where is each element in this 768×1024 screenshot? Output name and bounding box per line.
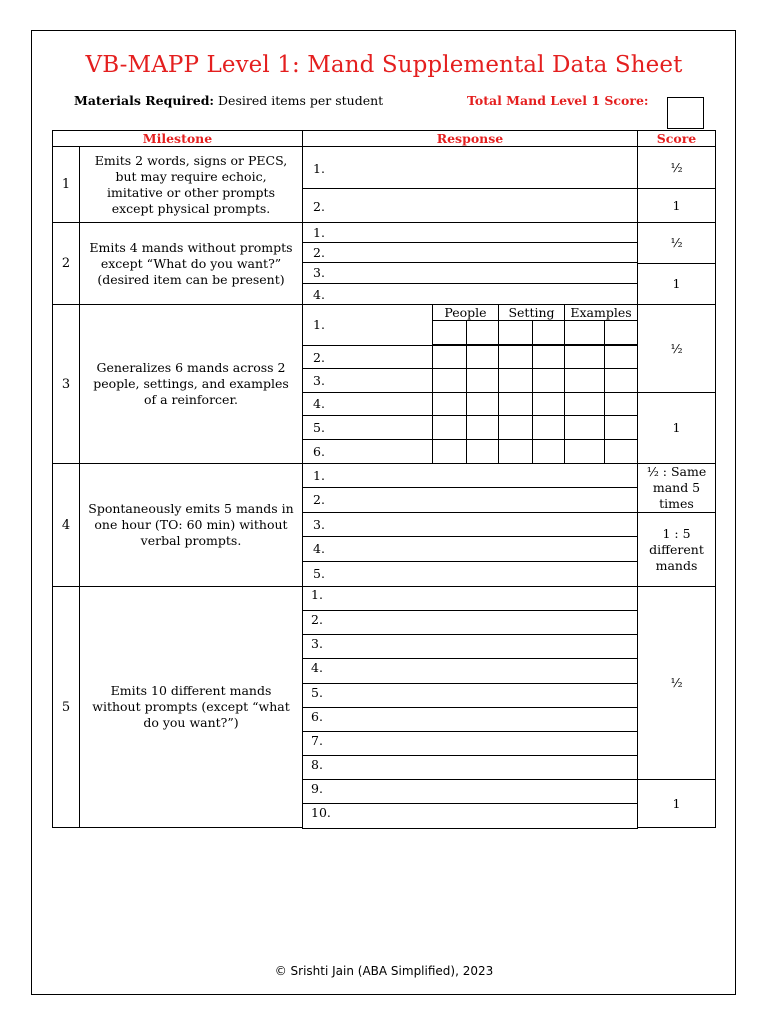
milestone-text: Generalizes 6 mands across 2 people, settings, and examples of a reinforcer.	[79, 304, 303, 464]
generalization-checkbox[interactable]	[498, 320, 533, 345]
subheader-examples: Examples	[564, 304, 638, 321]
response-label: 6.	[313, 444, 325, 459]
response-label: 4.	[313, 396, 325, 411]
response-label: 7.	[311, 733, 323, 748]
response-row[interactable]	[302, 188, 638, 223]
header-response: Response	[302, 130, 638, 147]
response-row[interactable]	[302, 242, 638, 263]
generalization-checkbox[interactable]	[498, 415, 533, 440]
response-row[interactable]	[302, 439, 433, 464]
generalization-checkbox[interactable]	[604, 392, 638, 416]
milestone-number: 5	[52, 586, 80, 828]
total-score-label: Total Mand Level 1 Score:	[467, 93, 649, 108]
milestone-number: 4	[52, 463, 80, 587]
score-cell[interactable]: ½	[637, 304, 716, 393]
response-label: 4.	[313, 287, 325, 302]
generalization-checkbox[interactable]	[532, 439, 565, 464]
milestone-number: 1	[52, 146, 80, 223]
response-row[interactable]	[302, 610, 638, 635]
response-label: 8.	[311, 757, 323, 772]
score-cell[interactable]: ½	[637, 222, 716, 264]
score-cell[interactable]: 1	[637, 263, 716, 305]
generalization-checkbox[interactable]	[466, 320, 499, 345]
response-label: 1.	[313, 161, 325, 176]
generalization-checkbox[interactable]	[532, 320, 565, 345]
total-score-box[interactable]	[667, 97, 704, 129]
response-label: 3.	[313, 373, 325, 388]
response-label: 1.	[313, 468, 325, 483]
milestone-text: Spontaneously emits 5 mands in one hour (TO: 60 min) without verbal prompts.	[79, 463, 303, 587]
score-cell[interactable]: ½ : Same mand 5 times	[637, 463, 716, 513]
response-label: 2.	[311, 612, 323, 627]
generalization-checkbox[interactable]	[498, 345, 533, 369]
generalization-checkbox[interactable]	[564, 392, 605, 416]
response-row[interactable]	[302, 262, 638, 284]
generalization-checkbox[interactable]	[604, 368, 638, 393]
generalization-checkbox[interactable]	[564, 415, 605, 440]
response-label: 9.	[311, 781, 323, 796]
response-row[interactable]	[302, 222, 638, 243]
header-score: Score	[637, 130, 716, 147]
generalization-checkbox[interactable]	[432, 368, 467, 393]
response-label: 3.	[313, 265, 325, 280]
response-row[interactable]	[302, 146, 638, 189]
milestone-text: Emits 4 mands without prompts except “What do you want?” (desired item can be present)	[79, 222, 303, 305]
generalization-checkbox[interactable]	[432, 345, 467, 369]
generalization-checkbox[interactable]	[564, 439, 605, 464]
materials-label: Materials Required:	[74, 93, 215, 108]
copyright-footer: © Srishti Jain (ABA Simplified), 2023	[274, 964, 494, 978]
generalization-checkbox[interactable]	[604, 439, 638, 464]
generalization-checkbox[interactable]	[498, 439, 533, 464]
generalization-checkbox[interactable]	[532, 345, 565, 369]
response-row[interactable]	[302, 561, 638, 587]
response-row[interactable]	[302, 755, 638, 780]
response-row[interactable]	[302, 487, 638, 513]
materials-value: Desired items per student	[218, 93, 384, 108]
generalization-checkbox[interactable]	[532, 392, 565, 416]
response-label: 5.	[311, 685, 323, 700]
generalization-checkbox[interactable]	[432, 415, 467, 440]
generalization-checkbox[interactable]	[466, 345, 499, 369]
response-row[interactable]	[302, 707, 638, 732]
response-row[interactable]	[302, 368, 433, 393]
generalization-checkbox[interactable]	[532, 415, 565, 440]
response-label: 5.	[313, 420, 325, 435]
response-label: 4.	[313, 541, 325, 556]
generalization-checkbox[interactable]	[498, 368, 533, 393]
response-row[interactable]	[302, 392, 433, 416]
response-label: 10.	[311, 805, 331, 820]
generalization-checkbox[interactable]	[466, 415, 499, 440]
score-cell[interactable]: 1	[637, 392, 716, 464]
response-label: 5.	[313, 566, 325, 581]
response-label: 2.	[313, 350, 325, 365]
response-label: 4.	[311, 660, 323, 675]
response-label: 6.	[311, 709, 323, 724]
score-cell[interactable]: 1	[637, 188, 716, 223]
response-label: 1.	[313, 225, 325, 240]
score-cell[interactable]: ½	[637, 146, 716, 189]
response-row[interactable]	[302, 463, 638, 488]
generalization-checkbox[interactable]	[532, 368, 565, 393]
response-row[interactable]	[302, 415, 433, 440]
response-label: 3.	[311, 636, 323, 651]
generalization-checkbox[interactable]	[432, 439, 467, 464]
response-row[interactable]	[302, 803, 638, 829]
response-row[interactable]	[302, 283, 638, 305]
generalization-checkbox[interactable]	[564, 345, 605, 369]
generalization-checkbox[interactable]	[564, 368, 605, 393]
response-label: 2.	[313, 199, 325, 214]
response-label: 1.	[313, 317, 325, 332]
generalization-checkbox[interactable]	[432, 392, 467, 416]
milestone-text: Emits 10 different mands without prompts (except “what do you want?”)	[79, 586, 303, 828]
generalization-checkbox[interactable]	[564, 320, 605, 345]
response-row[interactable]	[302, 658, 638, 684]
generalization-checkbox[interactable]	[466, 439, 499, 464]
response-row[interactable]	[302, 683, 638, 708]
subheader-setting: Setting	[498, 304, 565, 321]
score-cell[interactable]: 1 : 5 different mands	[637, 512, 716, 587]
header-milestone: Milestone	[52, 130, 303, 147]
response-row[interactable]	[302, 536, 638, 562]
response-row[interactable]	[302, 731, 638, 756]
generalization-checkbox[interactable]	[604, 320, 638, 345]
materials-line	[74, 93, 383, 108]
response-row[interactable]	[302, 304, 433, 346]
response-row[interactable]	[302, 779, 638, 804]
milestone-text: Emits 2 words, signs or PECS, but may require echoic, imitative or other prompts except physical prompts.	[79, 146, 303, 223]
score-cell[interactable]: ½	[637, 586, 716, 780]
response-row[interactable]	[302, 345, 433, 369]
generalization-checkbox[interactable]	[604, 415, 638, 440]
page-title: VB-MAPP Level 1: Mand Supplemental Data Sheet	[85, 52, 683, 78]
response-label: 3.	[313, 517, 325, 532]
subheader-people: People	[432, 304, 499, 321]
milestone-number: 3	[52, 304, 80, 464]
generalization-checkbox[interactable]	[466, 392, 499, 416]
milestone-number: 2	[52, 222, 80, 305]
generalization-checkbox[interactable]	[604, 345, 638, 369]
response-row[interactable]	[302, 634, 638, 659]
generalization-checkbox[interactable]	[498, 392, 533, 416]
response-label: 2.	[313, 492, 325, 507]
generalization-checkbox[interactable]	[432, 320, 467, 345]
response-row[interactable]	[302, 586, 638, 611]
response-label: 1.	[311, 587, 323, 602]
response-row[interactable]	[302, 512, 638, 537]
response-label: 2.	[313, 245, 325, 260]
generalization-checkbox[interactable]	[466, 368, 499, 393]
score-cell[interactable]: 1	[637, 779, 716, 828]
